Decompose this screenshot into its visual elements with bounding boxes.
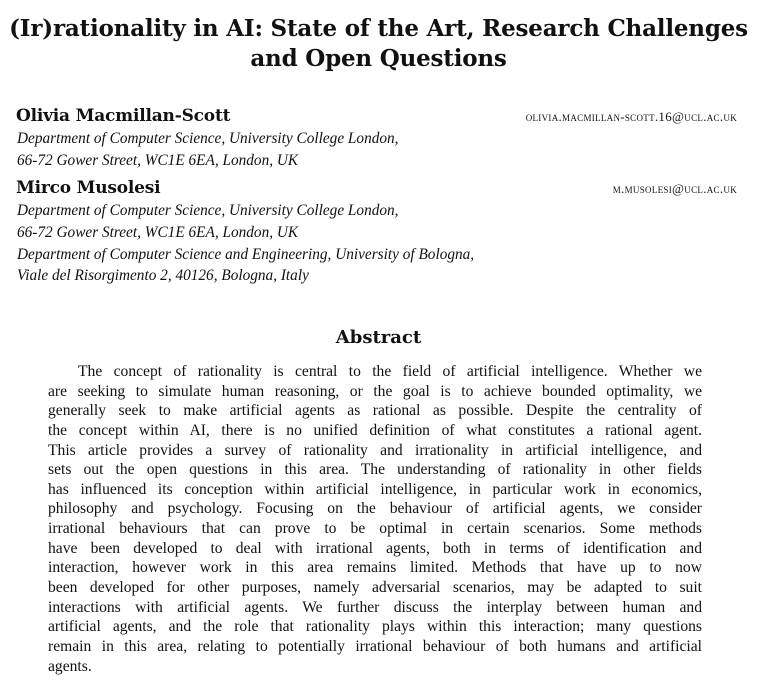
abstract-line: have been developed to deal with irrational agents, both in terms of identification and	[48, 539, 702, 557]
abstract-line: agents.	[48, 657, 92, 675]
title-line: (Ir)rationality in AI: State of the Art, Research Challenges	[9, 15, 748, 42]
affiliation-line: Department of Computer Science and Engineering, University of Bologna,	[17, 245, 475, 263]
abstract-heading: Abstract	[335, 327, 422, 348]
abstract-line: This article provides a survey of rationality and irrationality in artificial intelligence, and	[48, 441, 702, 459]
author-email[interactable]: m.musolesi@ucl.ac.uk	[612, 181, 737, 196]
abstract-line: interaction, however work in this area remains limited. Methods that have up to now	[48, 559, 702, 577]
title-line: and Open Questions	[250, 45, 507, 72]
affiliation-line: Department of Computer Science, University College London,	[17, 130, 399, 147]
abstract-line: interactions with artificial agents. We further discuss the interplay between human and	[48, 598, 702, 616]
abstract-line: The concept of rationality is central to the field of artificial intelligence. Whether we	[78, 363, 702, 380]
abstract-line: irrational behaviours that can prove to be optimal in certain scenarios. Some methods	[48, 520, 702, 538]
paper-title	[0, 14, 757, 74]
affiliation-line: 66-72 Gower Street, WC1E 6EA, London, UK	[17, 223, 299, 241]
abstract-line: the concept within AI, there is no unified definition of what constitutes a rational agent.	[48, 421, 702, 439]
abstract-line: has influenced its conception within artificial intelligence, in particular work in economics,	[48, 480, 702, 498]
abstract-line: generally seek to make artificial agents as rational as possible. Despite the centrality of	[48, 402, 702, 420]
author-block-2	[16, 178, 737, 287]
author-email[interactable]: olivia.macmillan-scott.16@ucl.ac.uk	[525, 109, 737, 124]
abstract-line: artificial agents, and the role that rationality plays within this interaction; many questions	[48, 618, 702, 636]
affiliation-line: Department of Computer Science, University College London,	[17, 202, 399, 219]
affiliation-line: Viale del Risorgimento 2, 40126, Bologna, Italy	[17, 267, 309, 285]
author-block-1	[16, 106, 737, 172]
author-affiliation	[17, 128, 737, 172]
abstract-line: are seeking to simulate human reasoning, or the goal is to achieve bounded optimality, we	[48, 382, 702, 400]
abstract-line: philosophy and psychology. Focusing on the behaviour of artificial agents, we consider	[48, 500, 702, 518]
abstract-line: remain in this area, relating to potentially irrational behaviour of both humans and artificial	[48, 637, 702, 655]
abstract-line: sets out the open questions in this area. The understanding of rationality in other fields	[48, 461, 702, 479]
author-name: Mirco Musolesi	[16, 178, 161, 198]
abstract-body	[48, 362, 702, 676]
abstract-line: been developed for other purposes, namely adversarial scenarios, may be adapted to suit	[48, 579, 702, 597]
affiliation-line: 66-72 Gower Street, WC1E 6EA, London, UK	[17, 151, 299, 169]
author-name: Olivia Macmillan-Scott	[16, 106, 231, 126]
author-affiliation	[17, 200, 737, 287]
